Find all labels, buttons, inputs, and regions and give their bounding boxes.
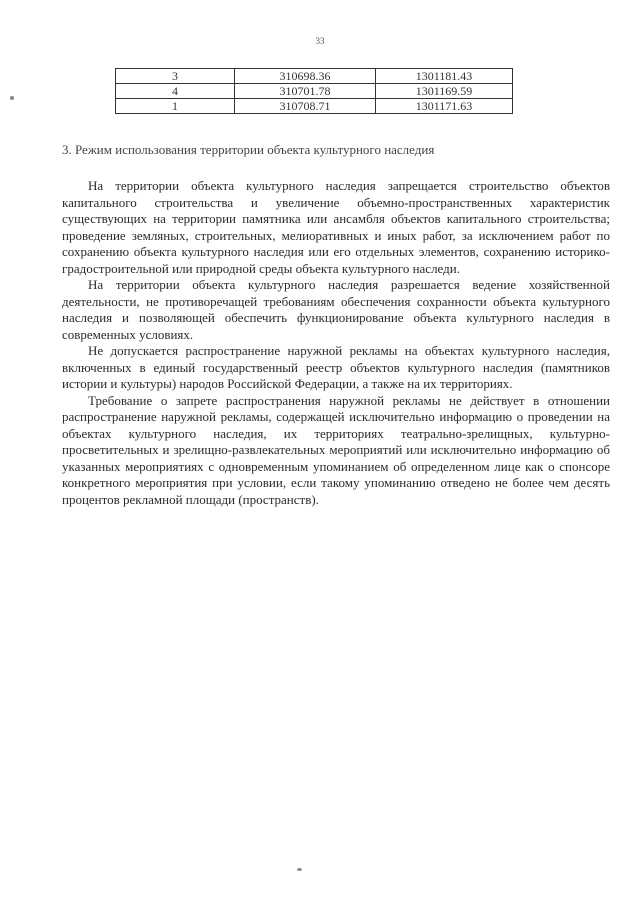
table-cell-x: 310701.78	[235, 84, 376, 99]
scan-speck	[297, 868, 302, 871]
section-body	[62, 178, 610, 508]
page-number: 33	[315, 36, 325, 46]
table-cell-y: 1301181.43	[376, 69, 513, 84]
scan-speck	[10, 96, 14, 100]
table-cell-point: 4	[116, 84, 235, 99]
table-row	[116, 84, 513, 99]
paragraph: Требование о запрете распространения наружной рекламы не действует в отношении распространение наружной рекламы, содержащей исключительно информацию о проведении на объектах культурного наследия, их территориях театрально-зрелищных, культурно-просветительных и зрелищно-развлекательных мероприятий или исключительно информацию об указанных мероприятиях с одновременным упоминанием об определенном лице как о спонсоре конкретного мероприятия при условии, если такому упоминанию отведено не более чем десять процентов рекламной площади (пространств).	[62, 392, 610, 507]
table-cell-y: 1301169.59	[376, 84, 513, 99]
table-row	[116, 69, 513, 84]
coordinates-table	[115, 68, 513, 114]
paragraph: На территории объекта культурного наследия разрешается ведение хозяйственной деятельности, не противоречащей требованиям обеспечения сохранности объекта культурного наследия и позволяющей обеспечить функционирование объекта культурного наследия в современных условиях.	[62, 277, 610, 342]
table-cell-point: 1	[116, 99, 235, 114]
paragraph: Не допускается распространение наружной рекламы на объектах культурного наследия, включенных в единый государственный реестр объектов культурного наследия (памятников истории и культуры) народов Российской Федерации, а также на их территориях.	[62, 343, 610, 391]
section-heading: 3. Режим использования территории объекта культурного наследия	[62, 142, 435, 157]
table-row	[116, 99, 513, 114]
table-cell-x: 310698.36	[235, 69, 376, 84]
table-cell-y: 1301171.63	[376, 99, 513, 114]
table-cell-x: 310708.71	[235, 99, 376, 114]
paragraph: На территории объекта культурного наследия запрещается строительство объектов капитального строительства и увеличение объемно-пространственных характеристик существующих на территории памятника или ансамбля объектов капитального строительства; проведение земляных, строительных, мелиоративных и иных работ, за исключением работ по сохранению объекта культурного наследия или его отдельных элементов, сохранению историко-градостроительной или природной среды объекта культурного наследи.	[62, 178, 610, 276]
table-cell-point: 3	[116, 69, 235, 84]
